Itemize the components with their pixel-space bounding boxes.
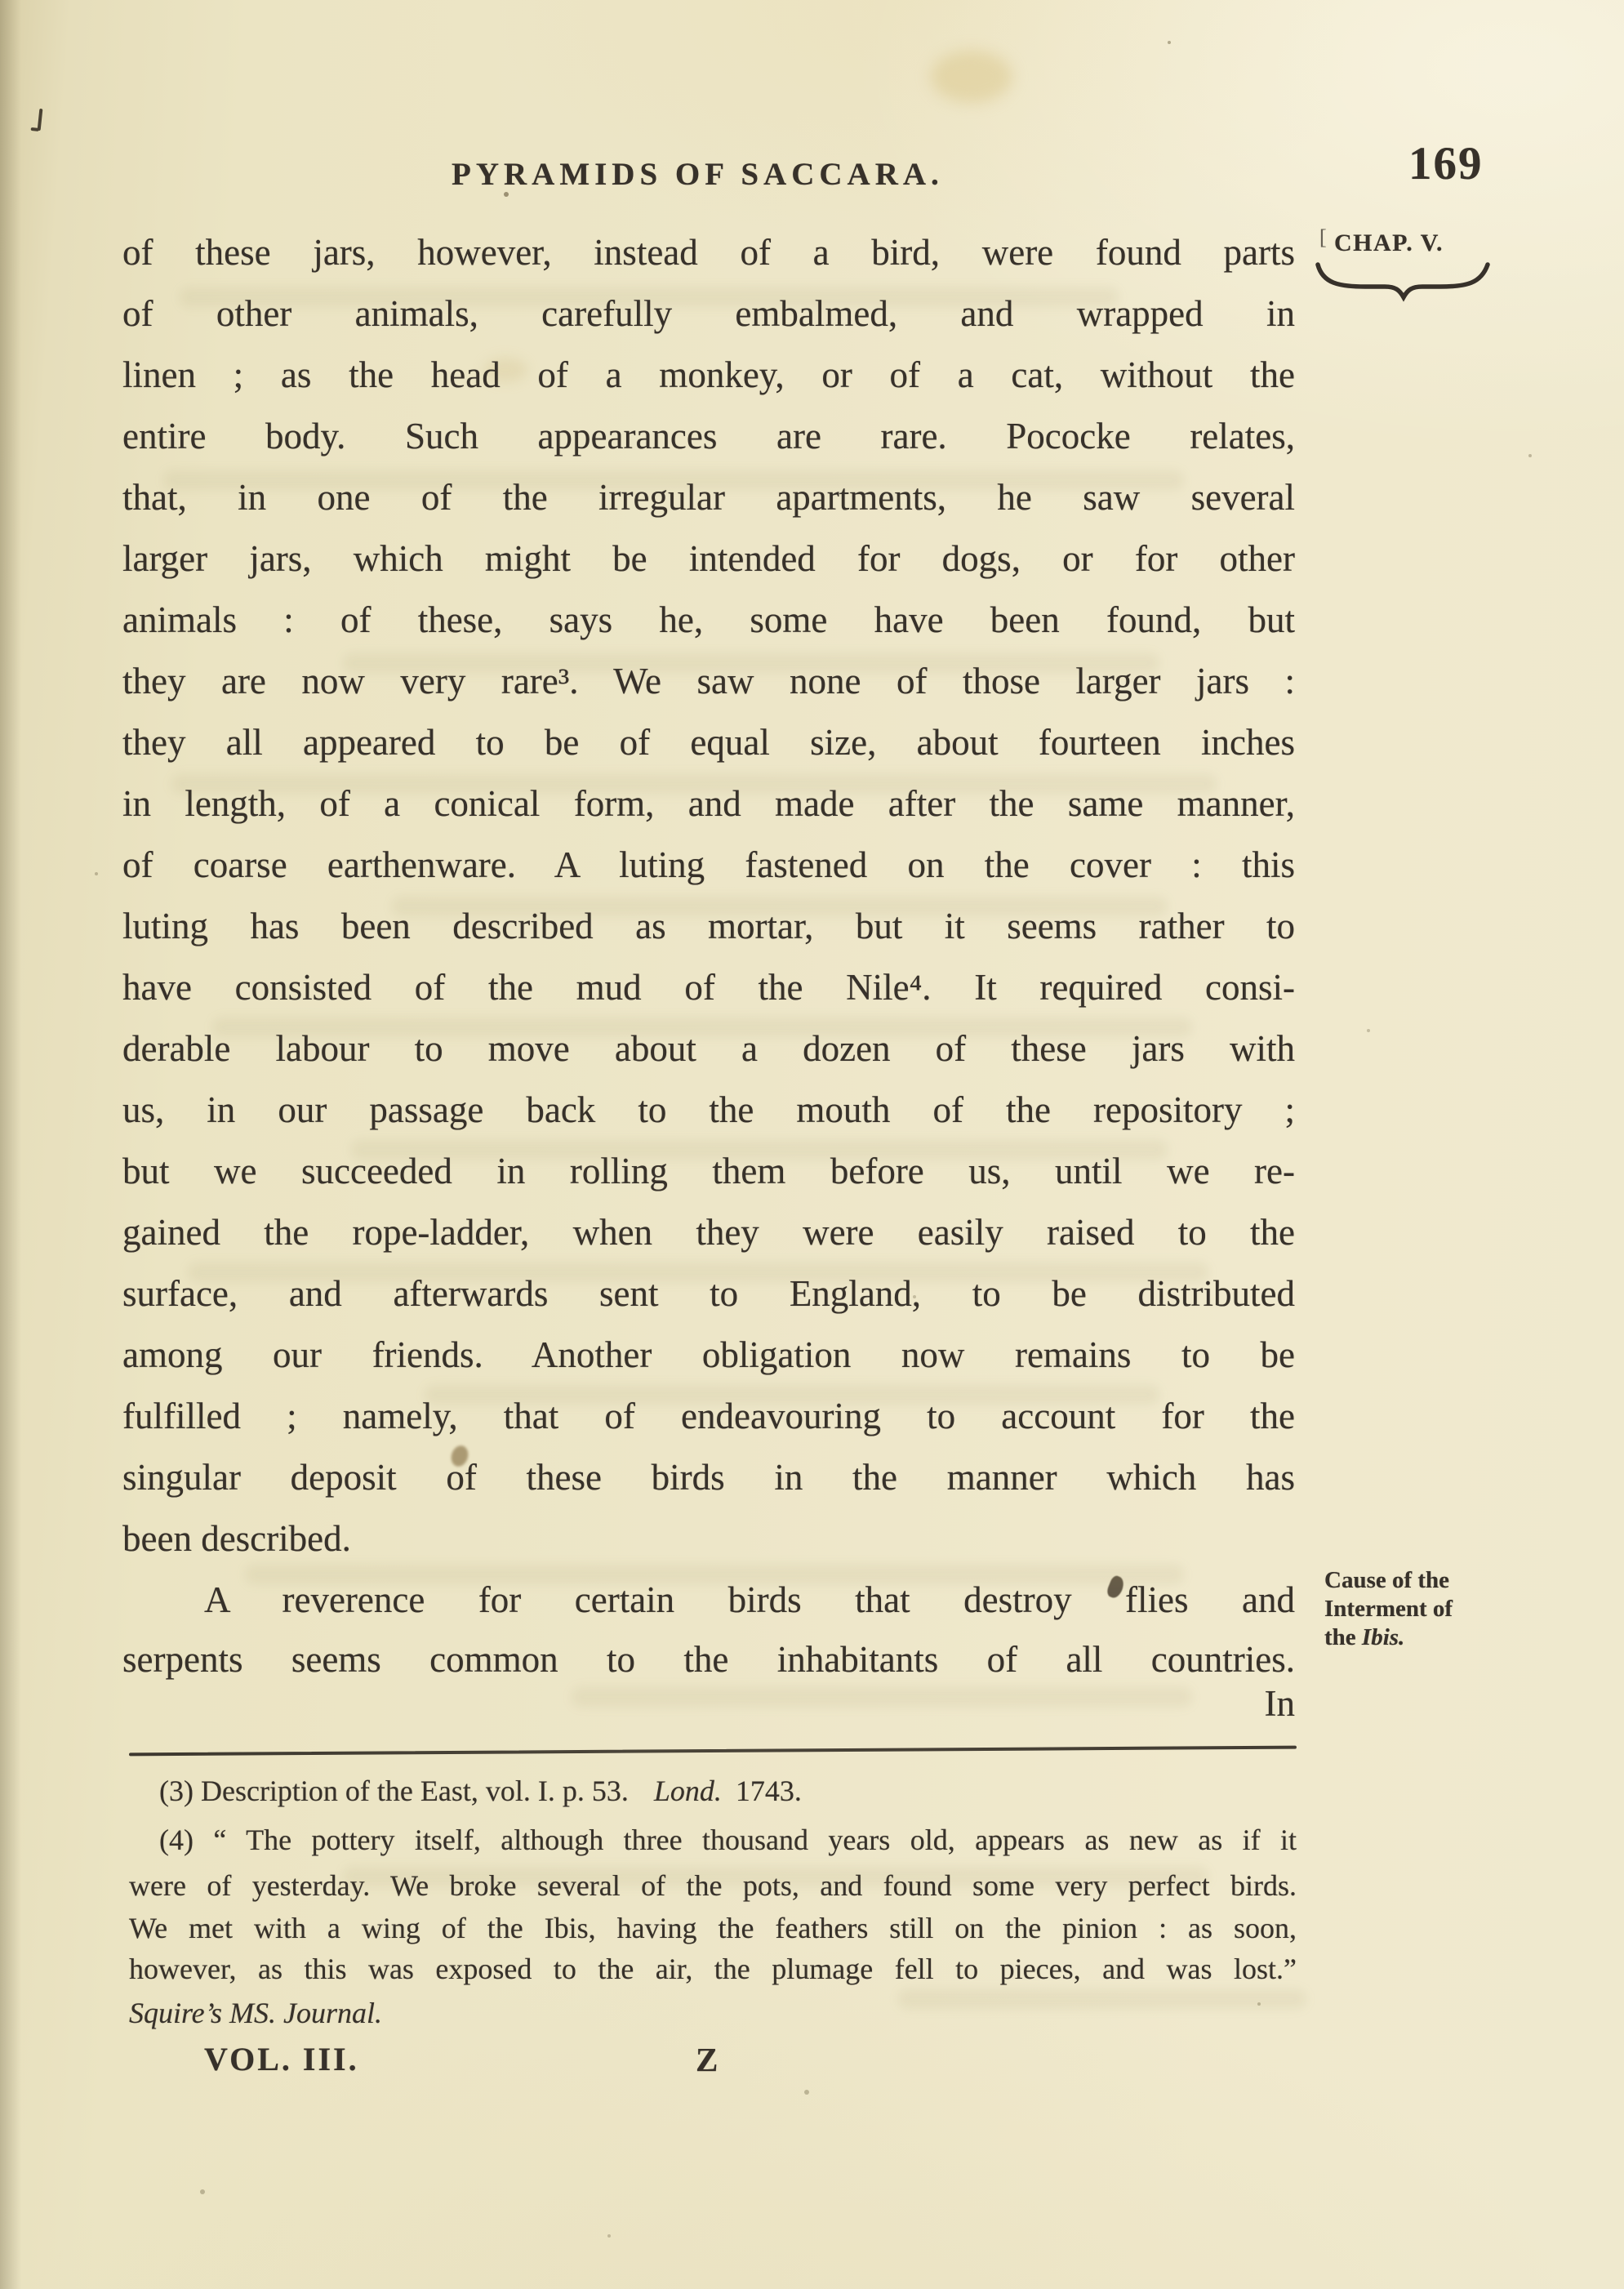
footnote-4-line: however, as this was exposed to the air, the plumage fell to pieces, and was lost.” bbox=[129, 1953, 1297, 1985]
paper-stain bbox=[931, 51, 1012, 103]
running-header: PYRAMIDS OF SACCARA. bbox=[452, 157, 944, 192]
left-edge-shadow bbox=[0, 0, 21, 2289]
body-line: of these jars, however, instead of a bird, were found parts bbox=[122, 232, 1295, 273]
body-line: of other animals, carefully embalmed, and wrapped in bbox=[122, 293, 1295, 334]
margin-note-ibis-italic: Ibis. bbox=[1361, 1624, 1405, 1650]
body-line: that, in one of the irregular apartments, he saw several bbox=[122, 477, 1295, 518]
body-line: surface, and afterwards sent to England, to be distributed bbox=[122, 1273, 1295, 1314]
body-line: singular deposit of these birds in the manner which has bbox=[122, 1457, 1295, 1498]
page-number: 169 bbox=[1408, 138, 1484, 189]
volume-label: VOL. III. bbox=[204, 2041, 359, 2077]
margin-note-line bbox=[1324, 1623, 1537, 1652]
margin-note-line: Interment of bbox=[1324, 1596, 1453, 1622]
body-line: of coarse earthenware. A luting fastened on the cover : this bbox=[122, 844, 1295, 885]
margin-note-text: the bbox=[1324, 1624, 1362, 1650]
body-line: animals : of these, says he, some have been found, but bbox=[122, 599, 1295, 640]
body-line: derable labour to move about a dozen of these jars with bbox=[122, 1028, 1295, 1069]
body-line: they all appeared to be of equal size, about fourteen inches bbox=[122, 722, 1295, 763]
chapter-brace bbox=[1315, 261, 1493, 302]
body-line: fulfilled ; namely, that of endeavouring to account for the bbox=[122, 1396, 1295, 1436]
margin-note bbox=[1324, 1566, 1537, 1652]
body-line: gained the rope-ladder, when they were easily raised to the bbox=[122, 1212, 1295, 1253]
body-line: serpents seems common to the inhabitants of all countries. bbox=[122, 1639, 1295, 1680]
body-line: among our friends. Another obligation now remains to be bbox=[122, 1334, 1295, 1375]
footnote-4-line: (4) “ The pottery itself, although three thousand years old, appears as new as if it bbox=[159, 1824, 1297, 1856]
body-line: larger jars, which might be intended for dogs, or for other bbox=[122, 538, 1295, 579]
ink-mark-top-left bbox=[38, 109, 43, 131]
footnote-4-source: Squire’s MS. Journal. bbox=[129, 1997, 382, 2029]
footnote-3-lond-italic: Lond. bbox=[653, 1775, 722, 1807]
body-line: have consisted of the mud of the Nile⁴. It required consi- bbox=[122, 967, 1295, 1008]
body-line: us, in our passage back to the mouth of the repository ; bbox=[122, 1089, 1295, 1130]
footnote-3-year: 1743. bbox=[735, 1775, 802, 1807]
body-line: but we succeeded in rolling them before us, until we re- bbox=[122, 1151, 1295, 1191]
footnote-3-text: (3) Description of the East, vol. I. p. 53. bbox=[159, 1775, 629, 1807]
body-line: in length, of a conical form, and made after the same manner, bbox=[122, 783, 1295, 824]
footnote-separator-rule bbox=[129, 1746, 1297, 1757]
footnote-4-line: were of yesterday. We broke several of the pots, and found some very perfect birds. bbox=[129, 1869, 1297, 1902]
catchword: In bbox=[1264, 1683, 1295, 1724]
body-line: entire body. Such appearances are rare. Pococke relates, bbox=[122, 416, 1295, 456]
chapter-note-bracket: [ bbox=[1319, 225, 1327, 249]
footnote-4-line: We met with a wing of the Ibis, having the feathers still on the pinion : as soon, bbox=[129, 1912, 1297, 1944]
chapter-note: CHAP. V. bbox=[1334, 229, 1444, 256]
body-line: they are now very rare³. We saw none of those larger jars : bbox=[122, 661, 1295, 701]
signature-mark: Z bbox=[696, 2041, 719, 2078]
margin-note-line: Cause of the bbox=[1324, 1567, 1450, 1593]
body-line: luting has been described as mortar, but it seems rather to bbox=[122, 906, 1295, 946]
footnote-3 bbox=[122, 1774, 1297, 1809]
body-line: A reverence for certain birds that destroy flies and bbox=[204, 1579, 1295, 1620]
body-line: been described. bbox=[122, 1518, 351, 1559]
body-line: linen ; as the head of a monkey, or of a cat, without the bbox=[122, 354, 1295, 395]
